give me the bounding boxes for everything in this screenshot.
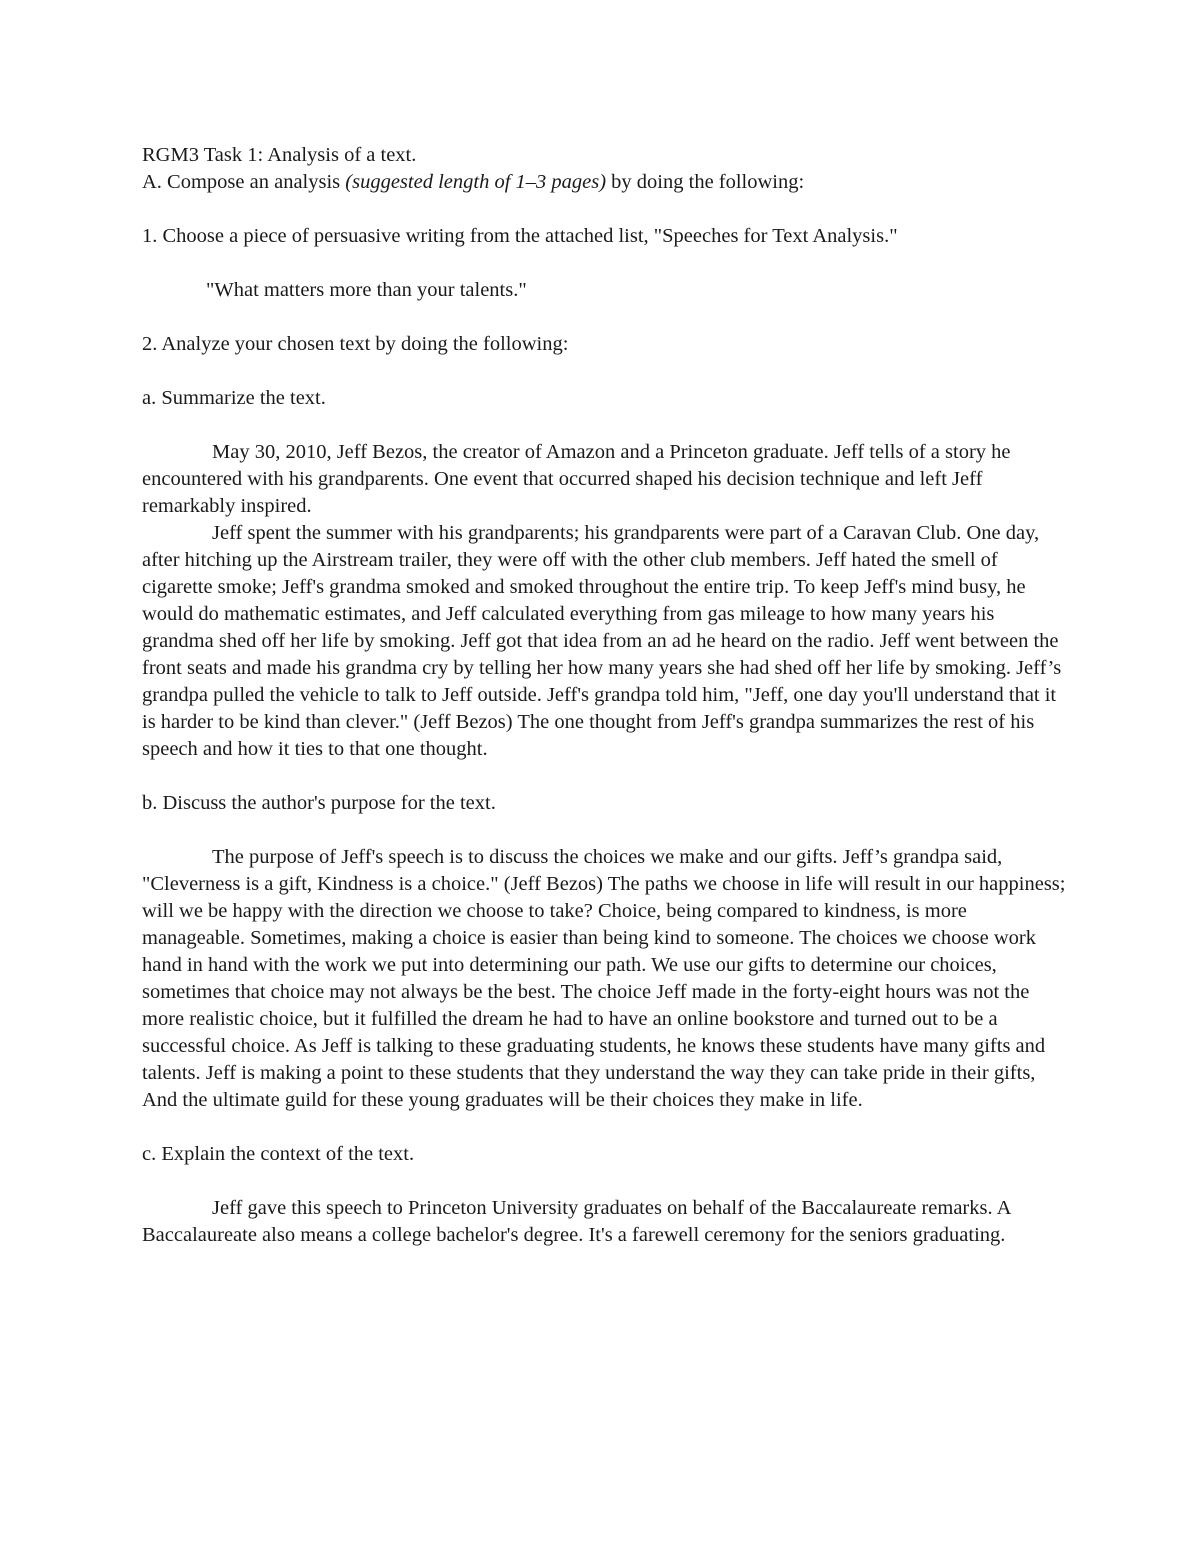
section-a-paragraph-1: May 30, 2010, Jeff Bezos, the creator of Amazon and a Princeton graduate. Jeff tells of a story he encountered with his grandparents. One event that occurred shaped his decision technique and left Jeff remarkably inspired. (142, 441, 1011, 517)
task-a-prefix: A. Compose an analysis (142, 171, 346, 193)
section-a-heading: a. Summarize the text. (142, 387, 326, 409)
section-c-heading: c. Explain the context of the text. (142, 1143, 415, 1165)
task-a-length-note: (suggested length of 1–3 pages) (345, 171, 607, 193)
spacer (142, 358, 1067, 385)
section-a-paragraph-2: Jeff spent the summer with his grandparents; his grandparents were part of a Caravan Club. One day, after hitching up the Airstream trailer, they were off with the other club members. Jeff hated the smell of cigarette smoke; Jeff's grandma smoked and smoked throughout the entire trip. To keep Jeff's mind busy, he would do mathematic estimates, and Jeff calculated everything from gas mileage to how many years his grandma shed off her life by smoking. Jeff got that idea from an ad he heard on the radio. Jeff went between the front seats and made his grandma cry by telling her how many years she had shed off her life by smoking. Jeff’s grandpa pulled the vehicle to talk to Jeff outside. Jeff's grandpa told him, "Jeff, one day you'll understand that it is harder to be kind than clever." (Jeff Bezos) The one thought from Jeff's grandpa summarizes the rest of his speech and how it ties to that one thought. (142, 522, 1062, 760)
doc-title: RGM3 Task 1: Analysis of a text. (142, 144, 417, 166)
task-a-instruction (142, 169, 1067, 196)
spacer (142, 196, 1067, 223)
section-c-paragraph: Jeff gave this speech to Princeton University graduates on behalf of the Baccalaureate remarks. A Baccalaureate also means a college bachelor's degree. It's a farewell ceremony for the seniors graduating. (142, 1197, 1011, 1246)
chosen-speech-title: "What matters more than your talents." (206, 279, 527, 301)
item-1: 1. Choose a piece of persuasive writing from the attached list, "Speeches for Text Analysis." (142, 225, 898, 247)
spacer (142, 250, 1067, 277)
spacer (142, 304, 1067, 331)
spacer (142, 412, 1067, 439)
spacer (142, 763, 1067, 790)
section-b-heading: b. Discuss the author's purpose for the text. (142, 792, 496, 814)
task-a-suffix: by doing the following: (606, 171, 805, 193)
spacer (142, 1114, 1067, 1141)
document-page (142, 142, 1067, 1249)
section-b-paragraph: The purpose of Jeff's speech is to discuss the choices we make and our gifts. Jeff’s grandpa said, "Cleverness is a gift, Kindness is a choice." (Jeff Bezos) The paths we choose in life will result in our happiness; will we be happy with the direction we choose to take? Choice, being compared to kindness, is more manageable. Sometimes, making a choice is easier than being kind to someone. The choices we choose work hand in hand with the work we put into determining our path. We use our gifts to determine our choices, sometimes that choice may not always be the best. The choice Jeff made in the forty-eight hours was not the more realistic choice, but it fulfilled the dream he had to have an online bookstore and turned out to be a successful choice. As Jeff is talking to these graduating students, he knows these students have many gifts and talents. Jeff is making a point to these students that they understand the way they can take pride in their gifts, And the ultimate guild for these young graduates will be their choices they make in life. (142, 846, 1066, 1111)
spacer (142, 817, 1067, 844)
spacer (142, 1168, 1067, 1195)
item-2: 2. Analyze your chosen text by doing the following: (142, 333, 569, 355)
